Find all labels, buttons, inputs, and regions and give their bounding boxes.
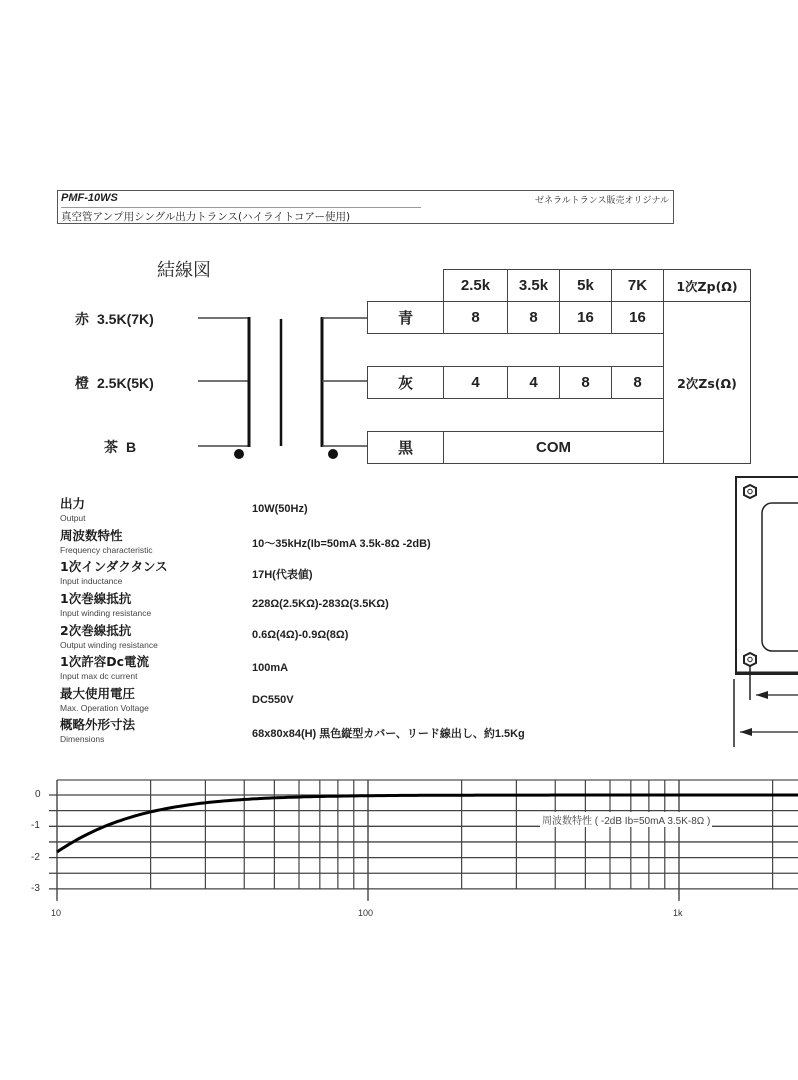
dimension-arrow-icon xyxy=(740,728,798,736)
spec-value: 10〜35kHz(Ib=50mA 3.5k-8Ω -2dB) xyxy=(252,538,431,550)
spec-value: 0.6Ω(4Ω)-0.9Ω(8Ω) xyxy=(252,629,349,641)
secondary-lead-blue: 青 xyxy=(367,301,444,334)
primary-impedance-label: 1次Zp(Ω) xyxy=(663,269,751,302)
chart-plot-area xyxy=(0,770,798,930)
primary-header-3-5k: 3.5k xyxy=(507,269,560,302)
polarity-dot-icon xyxy=(328,449,338,459)
impedance-value: 8 xyxy=(443,301,508,334)
spec-label: 周波数特性 xyxy=(60,528,123,543)
impedance-value: 16 xyxy=(611,301,664,334)
spec-value: 228Ω(2.5KΩ)-283Ω(3.5KΩ) xyxy=(252,598,389,610)
secondary-impedance-label: 2次Zs(Ω) xyxy=(663,301,751,464)
primary-header-2-5k: 2.5k xyxy=(443,269,508,302)
spec-label: 2次巻線抵抗 xyxy=(60,623,132,638)
spec-label: 最大使用電圧 xyxy=(60,686,136,701)
spec-label: 1次巻線抵抗 xyxy=(60,591,132,606)
dimension-drawing xyxy=(720,470,798,760)
impedance-value: 8 xyxy=(507,301,560,334)
x-tick-label: 1k xyxy=(673,908,683,918)
spec-sub-label: Max. Operation Voltage xyxy=(60,703,149,713)
impedance-value: 8 xyxy=(611,366,664,399)
spec-sub-label: Input inductance xyxy=(60,576,123,586)
spec-sub-label: Input max dc current xyxy=(60,671,138,681)
mounting-nut-icon xyxy=(744,485,756,498)
primary-header-7k: 7K xyxy=(611,269,664,302)
common-terminal: COM xyxy=(443,431,664,464)
impedance-value: 4 xyxy=(443,366,508,399)
spec-label: 1次インダクタンス xyxy=(60,559,168,574)
spec-value: DC550V xyxy=(252,694,294,706)
y-tick-label: -3 xyxy=(31,883,40,894)
y-tick-label: -1 xyxy=(31,820,40,831)
spec-sub-label: Frequency characteristic xyxy=(60,545,153,555)
primary-header-5k: 5k xyxy=(559,269,612,302)
polarity-dot-icon xyxy=(234,449,244,459)
wiring-diagram-title: 結線図 xyxy=(157,260,211,281)
spec-sub-label: Input winding resistance xyxy=(60,608,152,618)
impedance-value: 8 xyxy=(559,366,612,399)
lead-color: 橙 xyxy=(75,376,89,392)
lead-tap: 2.5K(5K) xyxy=(97,375,154,391)
y-tick-label: -2 xyxy=(31,852,40,863)
impedance-value: 16 xyxy=(559,301,612,334)
spec-sub-label: Output winding resistance xyxy=(60,640,158,650)
spec-value: 10W(50Hz) xyxy=(252,503,308,515)
chart-caption: 周波数特性 ( -2dB Ib=50mA 3.5K-8Ω ) xyxy=(540,812,712,827)
product-description: 真空管アンプ用シングル出力トランス(ハイライトコアー使用) xyxy=(61,207,421,224)
lead-tap: 3.5K(7K) xyxy=(97,311,154,327)
spec-sub-label: Output xyxy=(60,513,86,523)
secondary-lead-gray: 灰 xyxy=(367,366,444,399)
spec-label: 出力 xyxy=(60,496,86,511)
lead-color: 茶 xyxy=(104,440,118,456)
model-number: PMF-10WS xyxy=(61,192,118,204)
spec-label: 1次許容Dc電流 xyxy=(60,654,149,669)
spec-value: 17H(代表値) xyxy=(252,569,313,581)
impedance-value: 4 xyxy=(507,366,560,399)
secondary-lead-black: 黒 xyxy=(367,431,444,464)
spec-value: 68x80x84(H) 黒色縦型カバー、リード線出し、約1.5Kg xyxy=(252,728,525,740)
spec-label: 概略外形寸法 xyxy=(60,717,136,732)
lead-color: 赤 xyxy=(75,312,89,328)
spec-value: 100mA xyxy=(252,662,289,674)
mounting-nut-icon xyxy=(744,653,756,666)
lead-tap: B xyxy=(126,439,137,455)
x-tick-label: 100 xyxy=(358,908,374,918)
maker-label: ゼネラルトランス販売オリジナル xyxy=(534,196,669,206)
spec-sub-label: Dimensions xyxy=(60,734,105,744)
y-tick-label: 0 xyxy=(35,789,41,800)
x-tick-label: 10 xyxy=(51,908,62,918)
dimension-arrow-icon xyxy=(756,691,798,699)
